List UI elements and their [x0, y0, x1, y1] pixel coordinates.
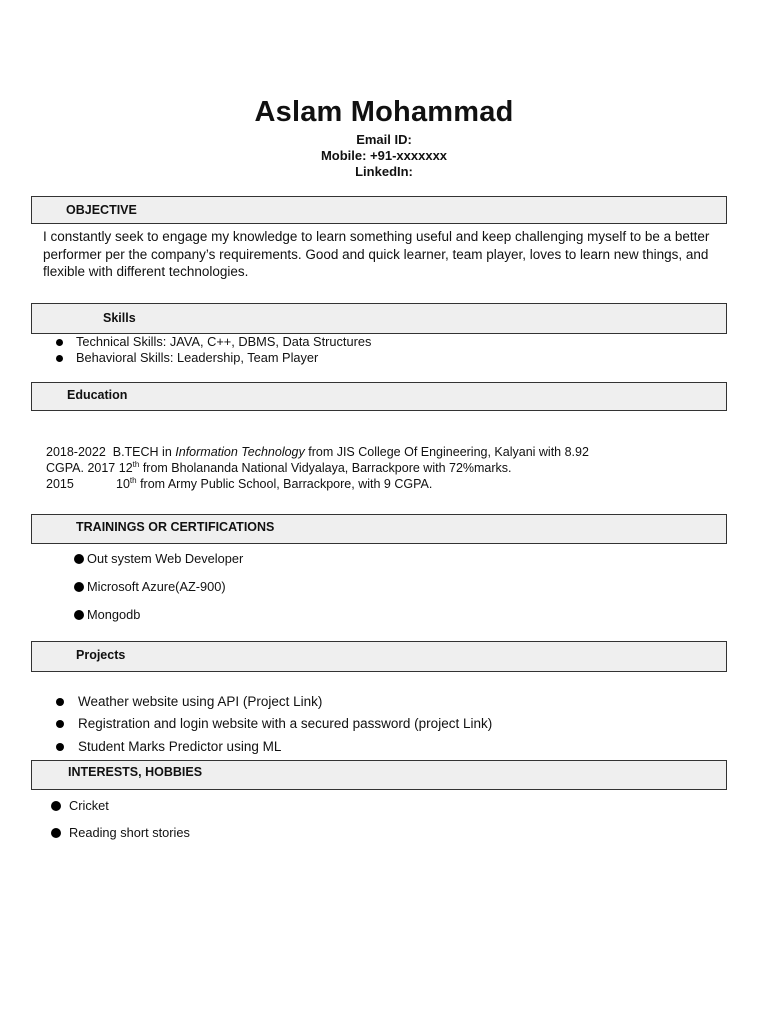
bullet-icon: [51, 801, 61, 811]
bullet-icon: [74, 554, 84, 564]
bullet-icon: [56, 698, 64, 706]
bullet-icon: [74, 582, 84, 592]
education-line-3: 2015 10th from Army Public School, Barrackpore, with 9 CGPA.: [46, 475, 433, 491]
skills-title: Skills: [103, 311, 136, 325]
interest-item: Cricket: [51, 798, 109, 813]
training-item: Mongodb: [74, 607, 140, 622]
bullet-icon: [56, 743, 64, 751]
training-item: Out system Web Developer: [74, 551, 243, 566]
skills-header: [31, 303, 727, 334]
interest-item: Reading short stories: [51, 825, 190, 840]
bullet-icon: [56, 339, 63, 346]
project-item: Weather website using API (Project Link): [56, 694, 322, 709]
email-label: Email ID:: [356, 132, 412, 147]
projects-header: [31, 641, 727, 672]
candidate-name: Aslam Mohammad: [254, 96, 514, 128]
project-item: Student Marks Predictor using ML: [56, 739, 281, 754]
education-line-2: CGPA. 2017 12th from Bholananda National Vidyalaya, Barrackpore with 72%marks.: [46, 459, 512, 475]
education-line-1: 2018-2022 B.TECH in Information Technology from JIS College Of Engineering, Kalyani with 8.92: [46, 445, 589, 459]
objective-title: OBJECTIVE: [66, 203, 137, 217]
education-header: [31, 382, 727, 411]
bullet-icon: [74, 610, 84, 620]
linkedin-label: LinkedIn:: [355, 164, 413, 179]
bullet-icon: [56, 355, 63, 362]
interests-header: [31, 760, 727, 790]
mobile-label: Mobile: +91-xxxxxxx: [320, 148, 448, 163]
skill-item: Behavioral Skills: Leadership, Team Player: [56, 350, 318, 365]
bullet-icon: [56, 720, 64, 728]
education-title: Education: [67, 388, 128, 402]
project-item: Registration and login website with a secured password (project Link): [56, 716, 492, 731]
interests-title: INTERESTS, HOBBIES: [68, 765, 203, 779]
objective-header: [31, 196, 727, 224]
trainings-header: [31, 514, 727, 544]
bullet-icon: [51, 828, 61, 838]
training-item: Microsoft Azure(AZ-900): [74, 579, 226, 594]
trainings-title: TRAININGS OR CERTIFICATIONS: [76, 520, 275, 534]
objective-text: I constantly seek to engage my knowledge to learn something useful and keep challenging myself to be a better performer per the company’s requirements. Good and quick learner, team player, loves to learn new things, and flexible with different technologies.: [43, 229, 710, 279]
skill-item: Technical Skills: JAVA, C++, DBMS, Data Structures: [56, 334, 371, 349]
projects-title: Projects: [76, 648, 126, 662]
